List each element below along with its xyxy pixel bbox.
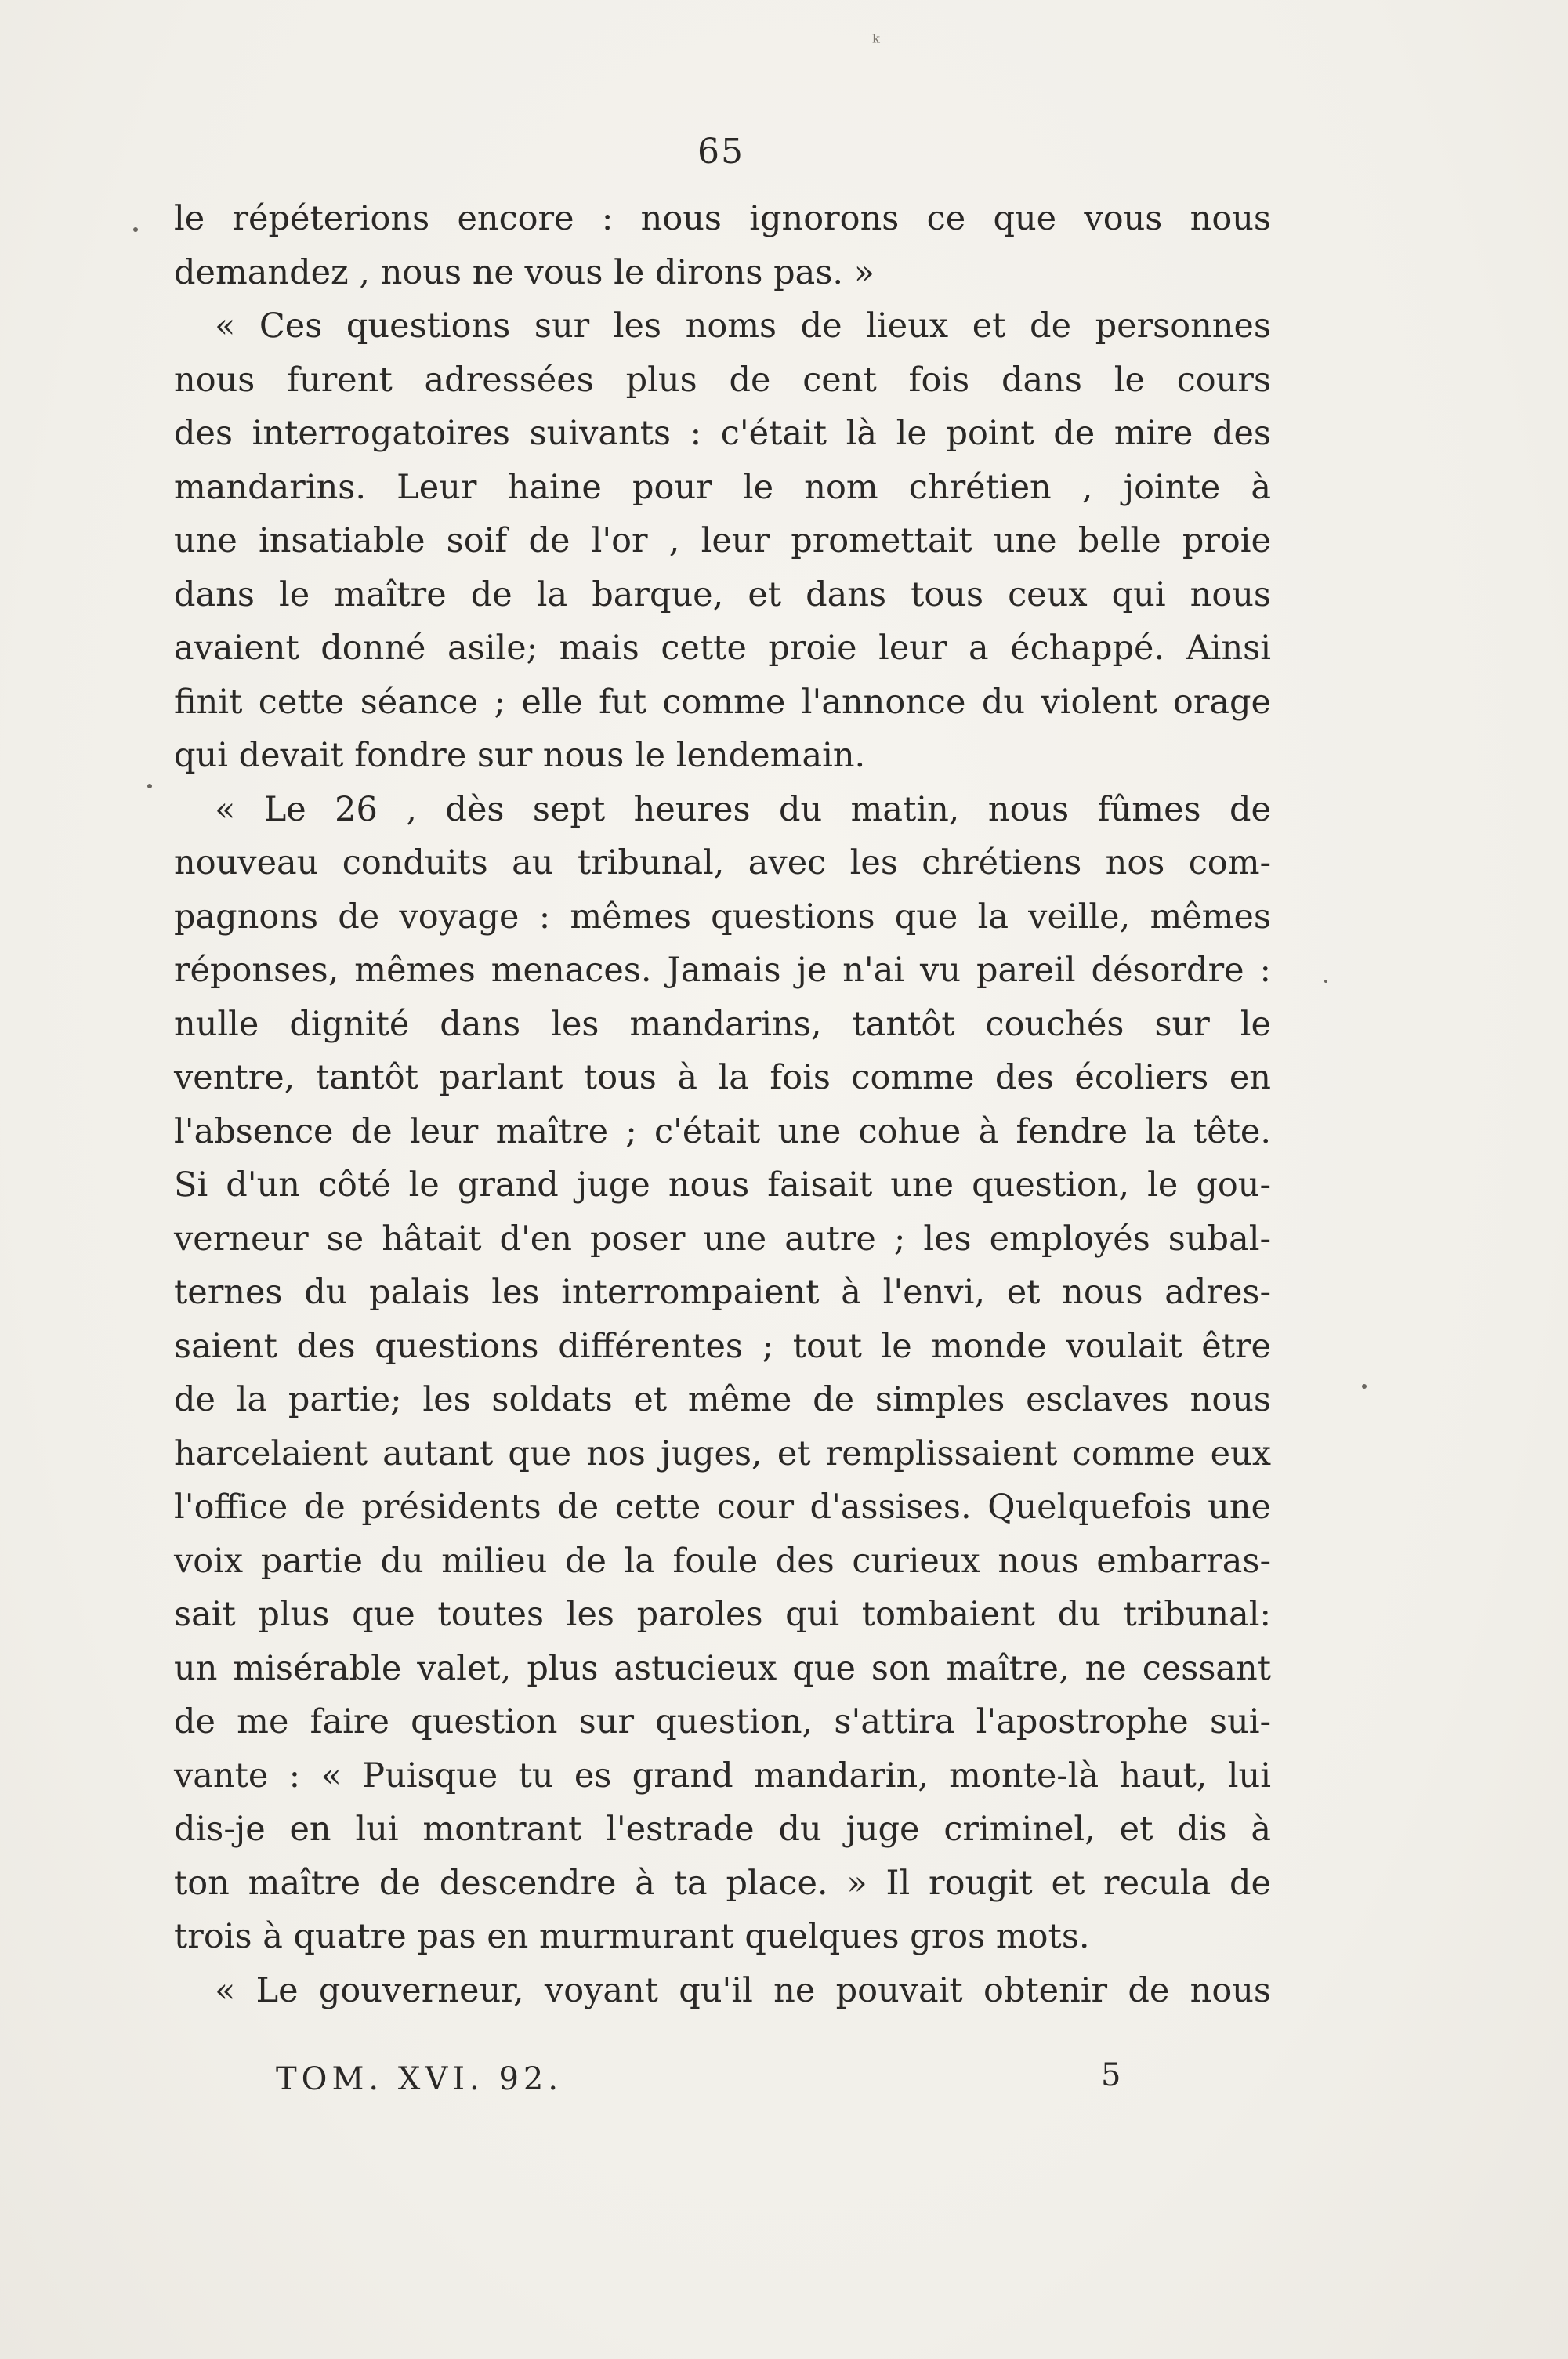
text-line: nulle dignité dans les mandarins, tantôt couchés sur le: [174, 1004, 1271, 1044]
margin-speck: [1362, 1384, 1367, 1389]
text-line: de la partie; les soldats et même de simples esclaves nous: [174, 1380, 1271, 1419]
text-line: voix partie du milieu de la foule des curieux nous embarras-: [174, 1541, 1271, 1581]
text-line: réponses, mêmes menaces. Jamais je n'ai vu pareil désordre :: [174, 951, 1271, 990]
text-line: de me faire question sur question, s'attira l'apostrophe sui-: [174, 1702, 1271, 1741]
margin-speck: [1324, 980, 1327, 983]
text-line: avaient donné asile; mais cette proie leur a échappé. Ainsi: [174, 629, 1271, 668]
footer-sheet-number: 5: [1101, 2057, 1121, 2093]
body-text: [174, 192, 1271, 2017]
text-line: ternes du palais les interrompaient à l'envi, et nous adres-: [174, 1273, 1271, 1312]
text-line: une insatiable soif de l'or , leur promettait une belle proie: [174, 521, 1271, 560]
text-line: « Le gouverneur, voyant qu'il ne pouvait obtenir de nous: [215, 1970, 1271, 2010]
text-line: des interrogatoires suivants : c'était là le point de mire des: [174, 414, 1271, 453]
margin-speck: [147, 784, 152, 788]
text-line: ton maître de descendre à ta place. » Il rougit et recula de: [174, 1863, 1271, 1903]
printer-mark: ᵏ: [872, 31, 880, 55]
text-line: dans le maître de la barque, et dans tous ceux qui nous: [174, 574, 1271, 614]
text-line: pagnons de voyage : mêmes questions que la veille, mêmes: [174, 897, 1271, 937]
text-line: « Le 26 , dès sept heures du matin, nous fûmes de: [215, 789, 1271, 829]
text-line: un misérable valet, plus astucieux que son maître, ne cessant: [174, 1648, 1271, 1688]
footer-signature: TOM. XVI. 92.: [276, 2061, 563, 2097]
margin-speck: [133, 227, 138, 232]
text-line: saient des questions différentes ; tout le monde voulait être: [174, 1326, 1271, 1366]
text-line: « Ces questions sur les noms de lieux et de personnes: [215, 306, 1271, 346]
text-line: sait plus que toutes les paroles qui tombaient du tribunal:: [174, 1595, 1271, 1634]
text-line: nouveau conduits au tribunal, avec les chrétiens nos com-: [174, 843, 1271, 882]
text-line: l'absence de leur maître ; c'était une cohue à fendre la tête.: [174, 1111, 1271, 1151]
text-line: harcelaient autant que nos juges, et remplissaient comme eux: [174, 1433, 1271, 1473]
text-line: trois à quatre pas en murmurant quelques gros mots.: [174, 1917, 1090, 1956]
text-line: vante : « Puisque tu es grand mandarin, monte-là haut, lui: [174, 1756, 1271, 1796]
text-line: finit cette séance ; elle fut comme l'annonce du violent orage: [174, 682, 1271, 722]
text-line: verneur se hâtait d'en poser une autre ; les employés subal-: [174, 1219, 1271, 1259]
text-line: mandarins. Leur haine pour le nom chrétien , jointe à: [174, 467, 1271, 507]
text-line: ventre, tantôt parlant tous à la fois comme des écoliers en: [174, 1058, 1271, 1097]
text-line: nous furent adressées plus de cent fois dans le cours: [174, 360, 1271, 400]
text-line: le répéterions encore : nous ignorons ce que vous nous: [174, 199, 1271, 238]
text-line: dis-je en lui montrant l'estrade du juge criminel, et dis à: [174, 1810, 1271, 1849]
text-line: demandez , nous ne vous le dirons pas. »: [174, 252, 875, 292]
page-number: 65: [697, 132, 744, 172]
text-line: Si d'un côté le grand juge nous faisait une question, le gou-: [174, 1165, 1271, 1205]
text-line: qui devait fondre sur nous le lendemain.: [174, 736, 866, 775]
text-line: l'office de présidents de cette cour d'assises. Quelquefois une: [174, 1488, 1271, 1527]
